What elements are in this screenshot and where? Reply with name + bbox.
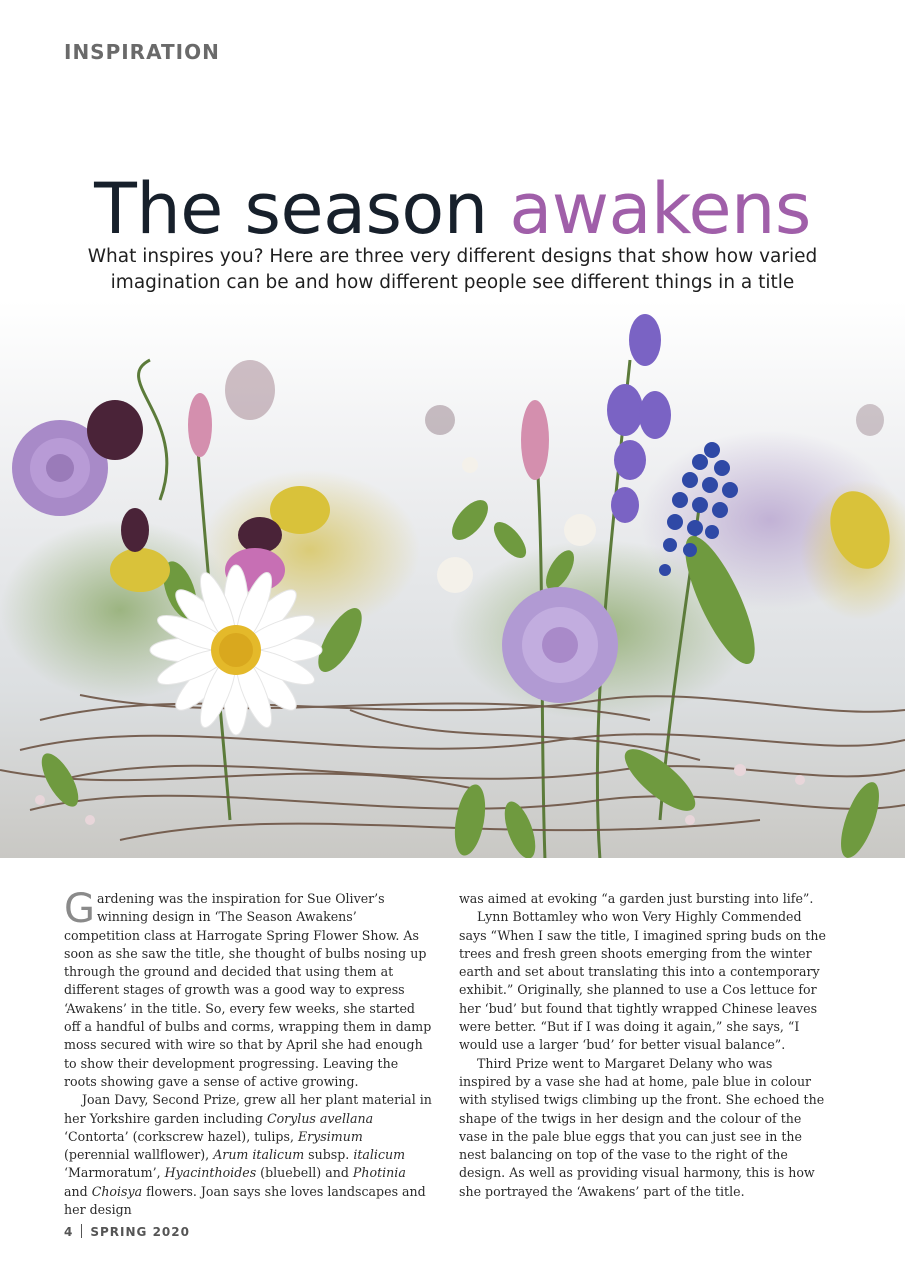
paragraph-1-text: ardening was the inspiration for Sue Oliver’s winning design in ‘The Season Awakens’ competition class at Harrogate Spring Flower Show. As soon as she saw the title, she thought of bulbs nosing up through the ground and decided that using them at different stages of growth was a good way to express ‘Awakens’ in the title. So, every few weeks, she started off a handful of bulbs and corms, wrapping them in damp moss secured with wire so that by April she had enough to show their development progressing. Leaving the roots showing gave a sense of active growing. <box>64 891 432 1089</box>
p2-text: ‘Contorta’ (corkscrew hazel), tulips, <box>64 1128 298 1144</box>
footer-divider <box>81 1224 82 1238</box>
column-left <box>64 886 432 1219</box>
p2-italic: italicum <box>353 1147 406 1163</box>
p2-text: flowers. Joan says she loves landscapes and her design <box>64 1183 426 1218</box>
p2-italic: Corylus avellana <box>266 1110 374 1126</box>
page-number: 4 <box>64 1225 74 1239</box>
flower-photo <box>0 300 905 858</box>
paragraph-1 <box>64 886 432 1091</box>
flower-arrangement-image <box>0 300 905 858</box>
p2-italic: Photinia <box>352 1165 406 1181</box>
paragraph-3: was aimed at evoking “a garden just bursting into life”. <box>459 891 814 906</box>
standfirst: What inspires you? Here are three very different designs that show how varied imagination can be and how different people see different things in a title <box>87 246 818 293</box>
p2-text: (perennial wallflower), <box>64 1147 214 1163</box>
paragraph-2 <box>64 1091 432 1219</box>
p2-text: and <box>64 1183 92 1199</box>
page-footer <box>64 1224 190 1239</box>
p2-italic: Arum italicum <box>213 1147 305 1163</box>
paragraph-4: Lynn Bottamley who won Very Highly Commended says “When I saw the title, I imagined spring buds on the trees and fresh green shoots emerging from the winter earth and set about translating this into a contemporary exhibit.” Originally, she planned to use a Cos lettuce for her ‘bud’ but found that tightly wrapped Chinese leaves were better. “But if I was doing it again,” she says, “I would use a larger ‘bud’ for better visual balance”. <box>459 909 826 1053</box>
section-label: INSPIRATION <box>64 40 220 64</box>
paragraph-5: Third Prize went to Margaret Delany who was inspired by a vase she had at home, pale blue in colour with stylised twigs climbing up the front. She echoed the shape of the twigs in her design and the colour of the vase in the pale blue eggs that you can just see in the nest balancing on top of the vase to the right of the design. As well as providing visual harmony, this is how she portrayed the ‘Awakens’ part of the title. <box>459 1055 825 1199</box>
title-accent: awakens <box>509 167 811 250</box>
page-title <box>0 167 905 250</box>
p2-text: ‘Marmoratum’, <box>64 1165 165 1181</box>
title-main: The season <box>94 167 488 250</box>
p2-italic: Erysimum <box>297 1128 363 1144</box>
p2-text: subsp. <box>304 1147 354 1163</box>
drop-cap: G <box>64 886 95 932</box>
column-right <box>459 890 827 1201</box>
p2-italic: Choisya <box>91 1183 143 1199</box>
p2-italic: Hyacinthoides <box>164 1165 257 1181</box>
p2-text: (bluebell) and <box>256 1165 353 1181</box>
issue-label: SPRING 2020 <box>90 1225 190 1239</box>
p2-text: Joan Davy, Second Prize, grew all her plant material in her Yorkshire garden including <box>64 1092 432 1126</box>
